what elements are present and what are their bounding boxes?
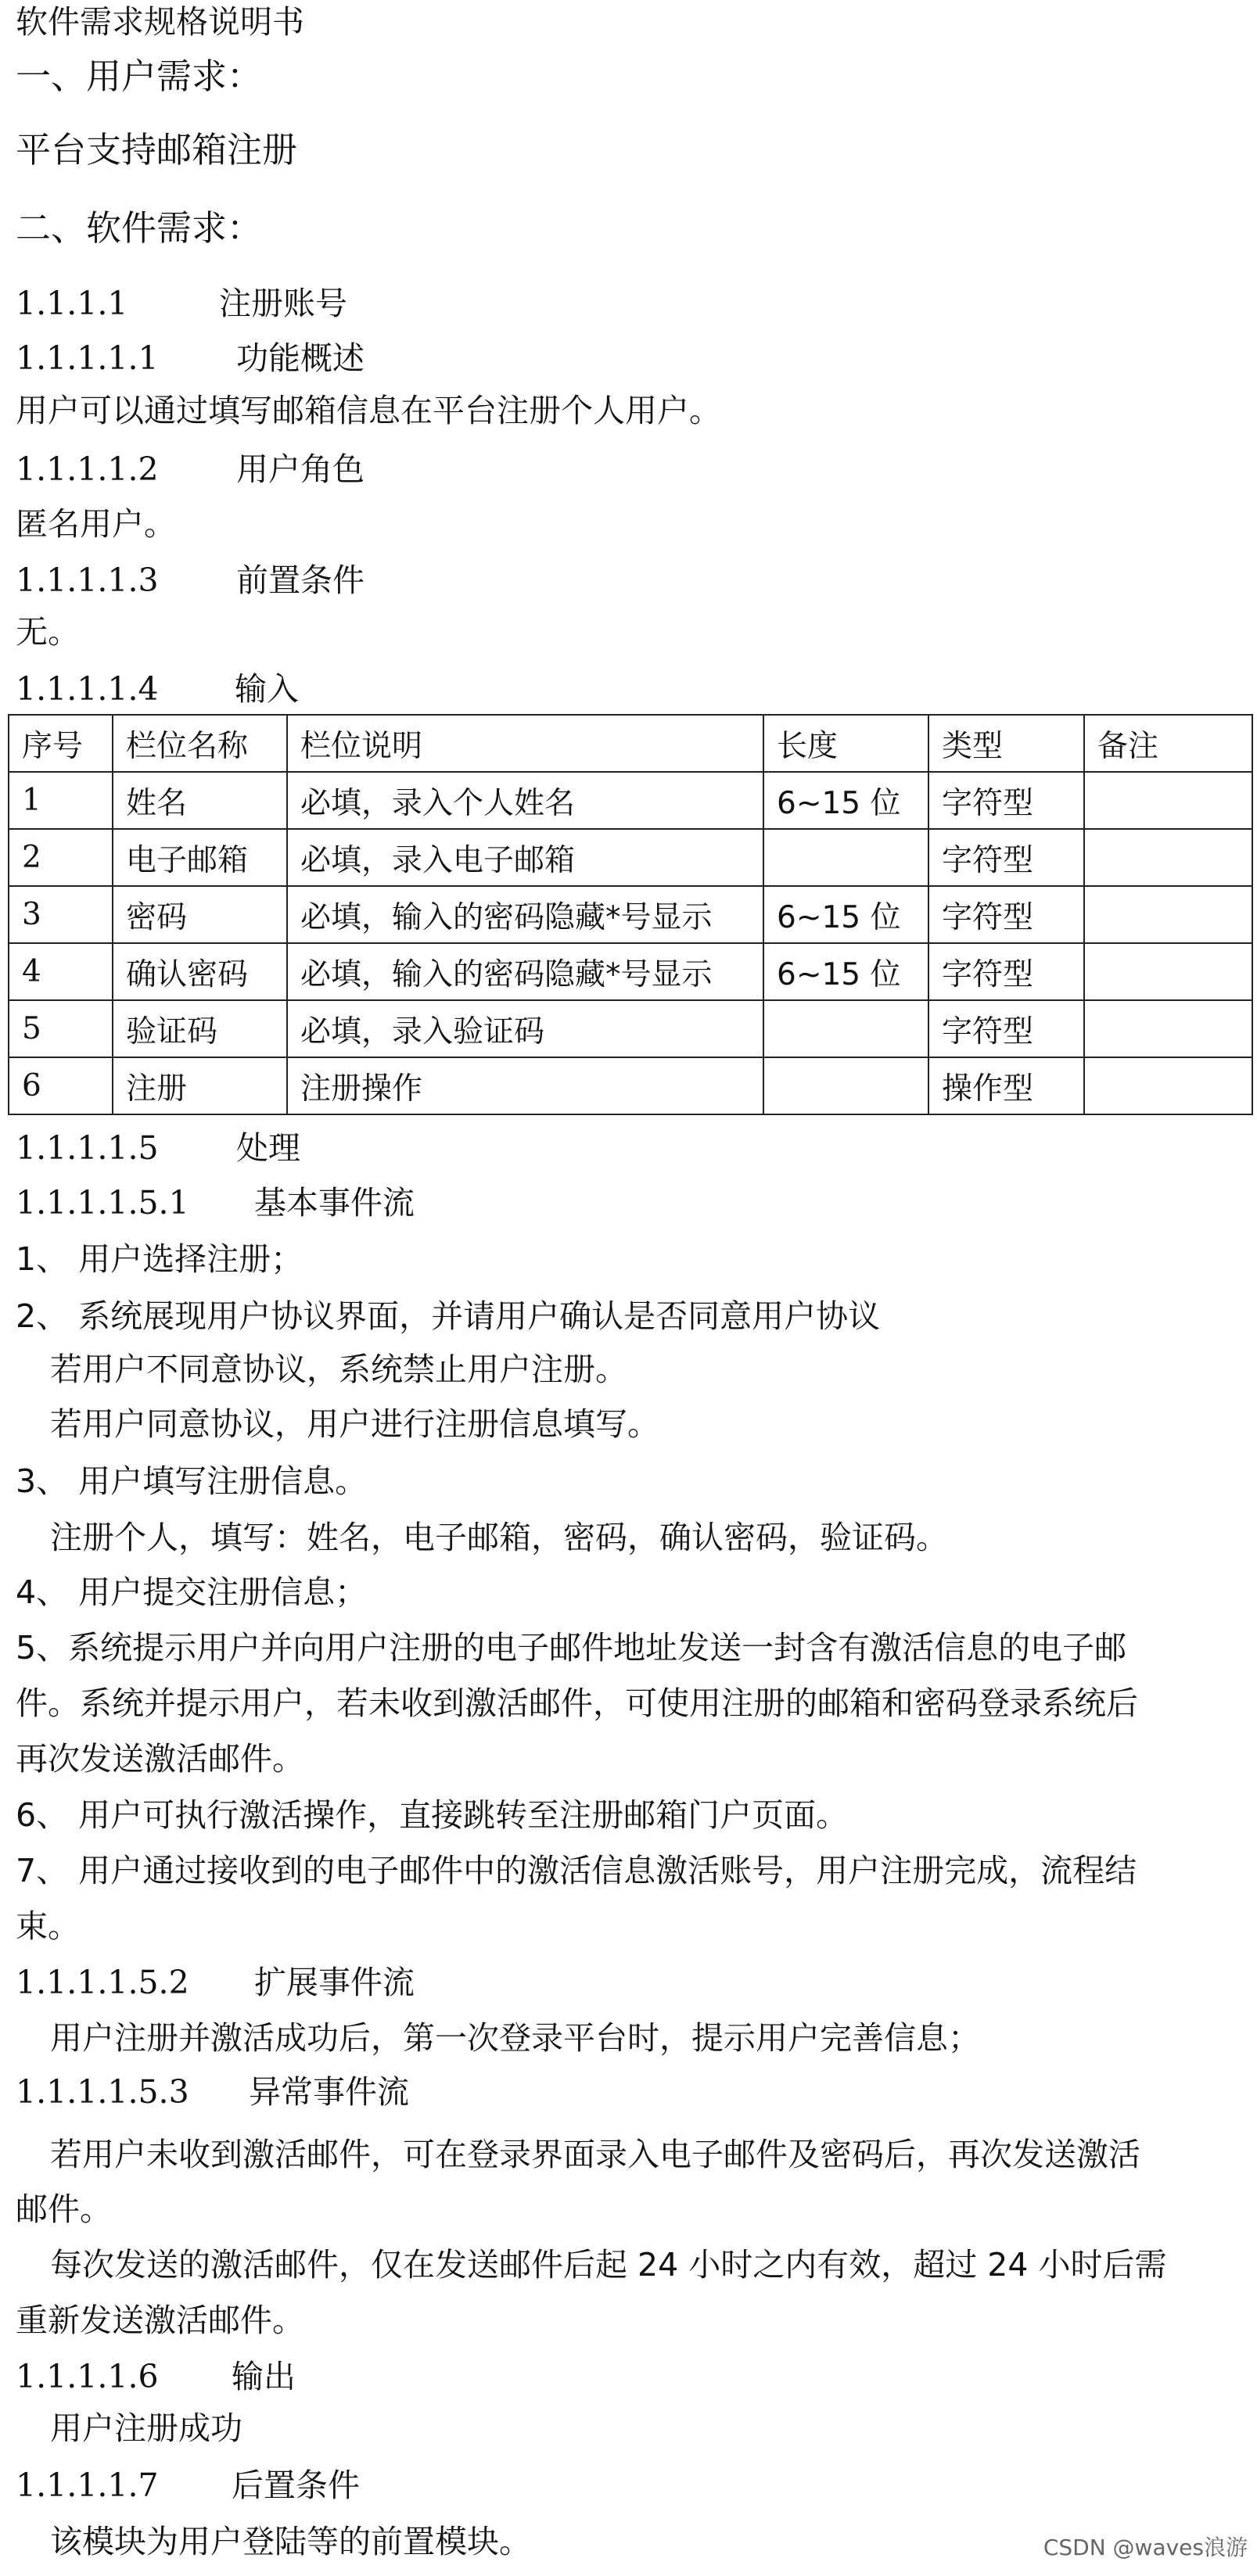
cell-type: 字符型 — [928, 829, 1084, 886]
basic-flow-step: 5、系统提示用户并向用户注册的电子邮件地址发送一封含有激活信息的电子邮 — [16, 1629, 1127, 1667]
overview-heading — [16, 336, 365, 380]
cell-index: 6 — [9, 1057, 113, 1114]
processing-title: 处理 — [236, 1129, 300, 1167]
cell-remark — [1084, 772, 1252, 829]
cell-remark — [1084, 943, 1252, 1000]
basic-flow-step: 若用户同意协议，用户进行注册信息填写。 — [50, 1405, 659, 1443]
cell-type: 操作型 — [928, 1057, 1084, 1114]
postcondition-heading — [16, 2463, 360, 2507]
header-index: 序号 — [9, 715, 113, 772]
table-row — [9, 772, 1252, 829]
basic-flow-step: 3、 用户填写注册信息。 — [16, 1462, 368, 1500]
role-num: 1.1.1.1.2 — [16, 450, 159, 488]
cell-field-name: 验证码 — [113, 1000, 287, 1057]
document-title: 软件需求规格说明书 — [16, 3, 304, 41]
cell-length: 6~15 位 — [763, 886, 928, 943]
role-title: 用户角色 — [236, 450, 365, 488]
output-body: 用户注册成功 — [50, 2409, 242, 2447]
precondition-body: 无。 — [16, 613, 80, 651]
postcondition-title: 后置条件 — [232, 2467, 360, 2504]
cell-field-name: 注册 — [113, 1057, 287, 1114]
cell-field-name: 姓名 — [113, 772, 287, 829]
cell-field-name: 密码 — [113, 886, 287, 943]
input-num: 1.1.1.1.4 — [16, 670, 159, 708]
cell-field-name: 确认密码 — [113, 943, 287, 1000]
cell-type: 字符型 — [928, 943, 1084, 1000]
extended-flow-num: 1.1.1.1.5.2 — [16, 1964, 189, 2001]
basic-flow-num: 1.1.1.1.5.1 — [16, 1184, 189, 1222]
cell-index: 4 — [9, 943, 113, 1000]
basic-flow-step: 6、 用户可执行激活操作，直接跳转至注册邮箱门户页面。 — [16, 1796, 849, 1834]
table-row — [9, 1000, 1252, 1057]
cell-type: 字符型 — [928, 772, 1084, 829]
table-row — [9, 943, 1252, 1000]
exception-flow-title: 异常事件流 — [249, 2073, 409, 2111]
output-heading — [16, 2355, 296, 2398]
basic-flow-step: 若用户不同意协议，系统禁止用户注册。 — [50, 1351, 627, 1388]
cell-field-desc: 必填，录入电子邮箱 — [287, 829, 763, 886]
basic-flow-step: 4、 用户提交注册信息； — [16, 1573, 368, 1611]
basic-flow-step: 注册个人，填写：姓名，电子邮箱，密码，确认密码，验证码。 — [50, 1519, 948, 1556]
cell-length — [763, 1057, 928, 1114]
output-title: 输出 — [232, 2358, 296, 2395]
header-type: 类型 — [928, 715, 1084, 772]
basic-flow-heading — [16, 1181, 415, 1225]
cell-length: 6~15 位 — [763, 943, 928, 1000]
basic-flow-step: 件。系统并提示用户，若未收到激活邮件，可使用注册的邮箱和密码登录系统后 — [16, 1684, 1138, 1722]
cell-type: 字符型 — [928, 886, 1084, 943]
basic-flow-step: 7、 用户通过接收到的电子邮件中的激活信息激活账号，用户注册完成，流程结 — [16, 1852, 1137, 1889]
basic-flow-title: 基本事件流 — [254, 1184, 415, 1222]
processing-num: 1.1.1.1.5 — [16, 1129, 159, 1167]
cell-remark — [1084, 1000, 1252, 1057]
exception-flow-heading — [16, 2070, 409, 2114]
cell-length: 6~15 位 — [763, 772, 928, 829]
cell-index: 3 — [9, 886, 113, 943]
cell-index: 2 — [9, 829, 113, 886]
section1-title: 一、用户需求： — [16, 56, 263, 97]
role-body: 匿名用户。 — [16, 505, 176, 543]
precondition-num: 1.1.1.1.3 — [16, 561, 159, 599]
overview-title: 功能概述 — [236, 339, 365, 377]
precondition-heading — [16, 558, 365, 602]
cell-field-desc: 必填，录入验证码 — [287, 1000, 763, 1057]
cell-index: 5 — [9, 1000, 113, 1057]
postcondition-body: 该模块为用户登陆等的前置模块。 — [50, 2523, 531, 2560]
cell-index: 1 — [9, 772, 113, 829]
cell-length — [763, 829, 928, 886]
basic-flow-step: 1、 用户选择注册； — [16, 1240, 303, 1278]
postcondition-num: 1.1.1.1.7 — [16, 2467, 159, 2504]
cell-remark — [1084, 1057, 1252, 1114]
role-heading — [16, 447, 365, 491]
basic-flow-step: 再次发送激活邮件。 — [16, 1740, 304, 1778]
precondition-title: 前置条件 — [236, 561, 365, 599]
exception-flow-line: 重新发送激活邮件。 — [16, 2302, 304, 2339]
header-remark: 备注 — [1084, 715, 1252, 772]
feature-title: 注册账号 — [219, 285, 347, 322]
table-row — [9, 886, 1252, 943]
input-table — [8, 714, 1253, 1115]
overview-body: 用户可以通过填写邮箱信息在平台注册个人用户。 — [16, 392, 721, 429]
table-row — [9, 1057, 1252, 1114]
exception-flow-num: 1.1.1.1.5.3 — [16, 2073, 189, 2111]
cell-remark — [1084, 829, 1252, 886]
input-title: 输入 — [235, 670, 299, 708]
csdn-watermark: CSDN @waves浪游 — [1043, 2535, 1248, 2560]
feature-num: 1.1.1.1 — [16, 285, 128, 322]
cell-type: 字符型 — [928, 1000, 1084, 1057]
cell-field-name: 电子邮箱 — [113, 829, 287, 886]
header-length: 长度 — [763, 715, 928, 772]
exception-flow-line: 若用户未收到激活邮件，可在登录界面录入电子邮件及密码后，再次发送激活 — [50, 2136, 1140, 2173]
cell-remark — [1084, 886, 1252, 943]
cell-field-desc: 必填，输入的密码隐藏*号显示 — [287, 886, 763, 943]
output-num: 1.1.1.1.6 — [16, 2358, 159, 2395]
table-header-row — [9, 715, 1252, 772]
cell-length — [763, 1000, 928, 1057]
feature-heading — [16, 282, 347, 325]
exception-flow-line: 每次发送的激活邮件，仅在发送邮件后起 24 小时之内有效，超过 24 小时后需 — [50, 2246, 1167, 2284]
extended-flow-body: 用户注册并激活成功后，第一次登录平台时，提示用户完善信息； — [50, 2019, 980, 2057]
processing-heading — [16, 1126, 300, 1170]
extended-flow-title: 扩展事件流 — [254, 1964, 415, 2001]
input-heading — [16, 667, 299, 711]
overview-num: 1.1.1.1.1 — [16, 339, 159, 377]
section2-title: 二、软件需求： — [16, 207, 263, 249]
cell-field-desc: 注册操作 — [287, 1057, 763, 1114]
extended-flow-heading — [16, 1961, 415, 2004]
basic-flow-step: 2、 系统展现用户协议界面，并请用户确认是否同意用户协议 — [16, 1297, 881, 1335]
header-field-desc: 栏位说明 — [287, 715, 763, 772]
section1-body: 平台支持邮箱注册 — [16, 129, 298, 170]
header-field-name: 栏位名称 — [113, 715, 287, 772]
basic-flow-step: 束。 — [16, 1907, 80, 1945]
cell-field-desc: 必填，录入个人姓名 — [287, 772, 763, 829]
exception-flow-line: 邮件。 — [16, 2190, 112, 2228]
table-row — [9, 829, 1252, 886]
cell-field-desc: 必填，输入的密码隐藏*号显示 — [287, 943, 763, 1000]
